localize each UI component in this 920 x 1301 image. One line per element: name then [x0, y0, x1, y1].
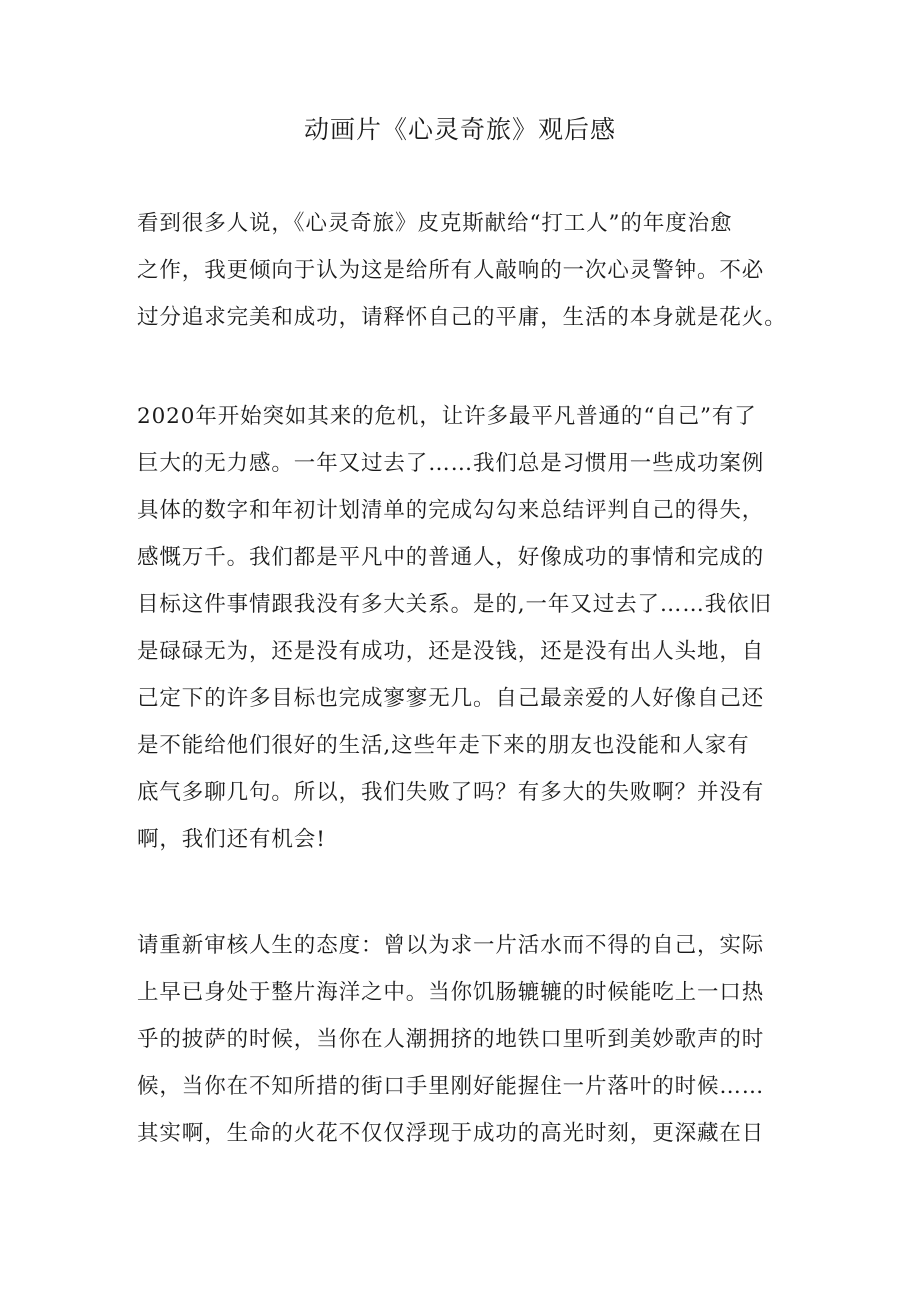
text-line: 具体的数字和年初计划清单的完成勾勾来总结评判自己的得失， [137, 498, 765, 523]
text-line: 看到很多人说，《心灵奇旅》皮克斯献给“打工人”的年度治愈 [137, 211, 733, 236]
text-line: 己定下的许多目标也完成寥寥无几。自己最亲爱的人好像自己还 [137, 686, 765, 711]
text-line: 啊，我们还有机会! [137, 827, 326, 852]
text-line: 乎的披萨的时候，当你在人潮拥挤的地铁口里听到美妙歌声的时 [137, 1027, 765, 1052]
text-line: 是碌碌无为，还是没有成功，还是没钱，还是没有出人头地，自 [137, 639, 765, 664]
paragraph-1 [137, 200, 797, 341]
text-line: 巨大的无力感。一年又过去了……我们总是习惯用一些成功案例 [137, 451, 765, 476]
text-line: 过分追求完美和成功，请释怀自己的平庸，生活的本身就是花火。 [137, 305, 787, 330]
text-line: 感慨万千。我们都是平凡中的普通人，好像成功的事情和完成的 [137, 545, 765, 570]
document-title: 动画片《心灵奇旅》观后感 [303, 115, 616, 144]
paragraph-3 [137, 922, 797, 1157]
text-line: 是不能给他们很好的生活,这些年走下来的朋友也没能和人家有 [137, 733, 750, 758]
paragraph-2 [137, 393, 797, 863]
text-line: 底气多聊几句。所以，我们失败了吗？有多大的失败啊？并没有 [137, 780, 765, 805]
text-line: 上早已身处于整片海洋之中。当你饥肠辘辘的时候能吃上一口热 [137, 980, 765, 1005]
text-line: 2020年开始突如其来的危机，让许多最平凡普通的“自己”有了 [137, 404, 757, 429]
text-line: 候，当你在不知所措的街口手里刚好能握住一片落叶的时候…… [137, 1074, 765, 1099]
text-line: 其实啊，生命的火花不仅仅浮现于成功的高光时刻，更深藏在日 [137, 1121, 765, 1146]
text-line: 目标这件事情跟我没有多大关系。是的,一年又过去了……我依旧 [137, 592, 772, 617]
text-line: 之作，我更倾向于认为这是给所有人敲响的一次心灵警钟。不必 [137, 258, 765, 283]
text-line: 请重新审核人生的态度：曾以为求一片活水而不得的自己，实际 [137, 933, 765, 958]
